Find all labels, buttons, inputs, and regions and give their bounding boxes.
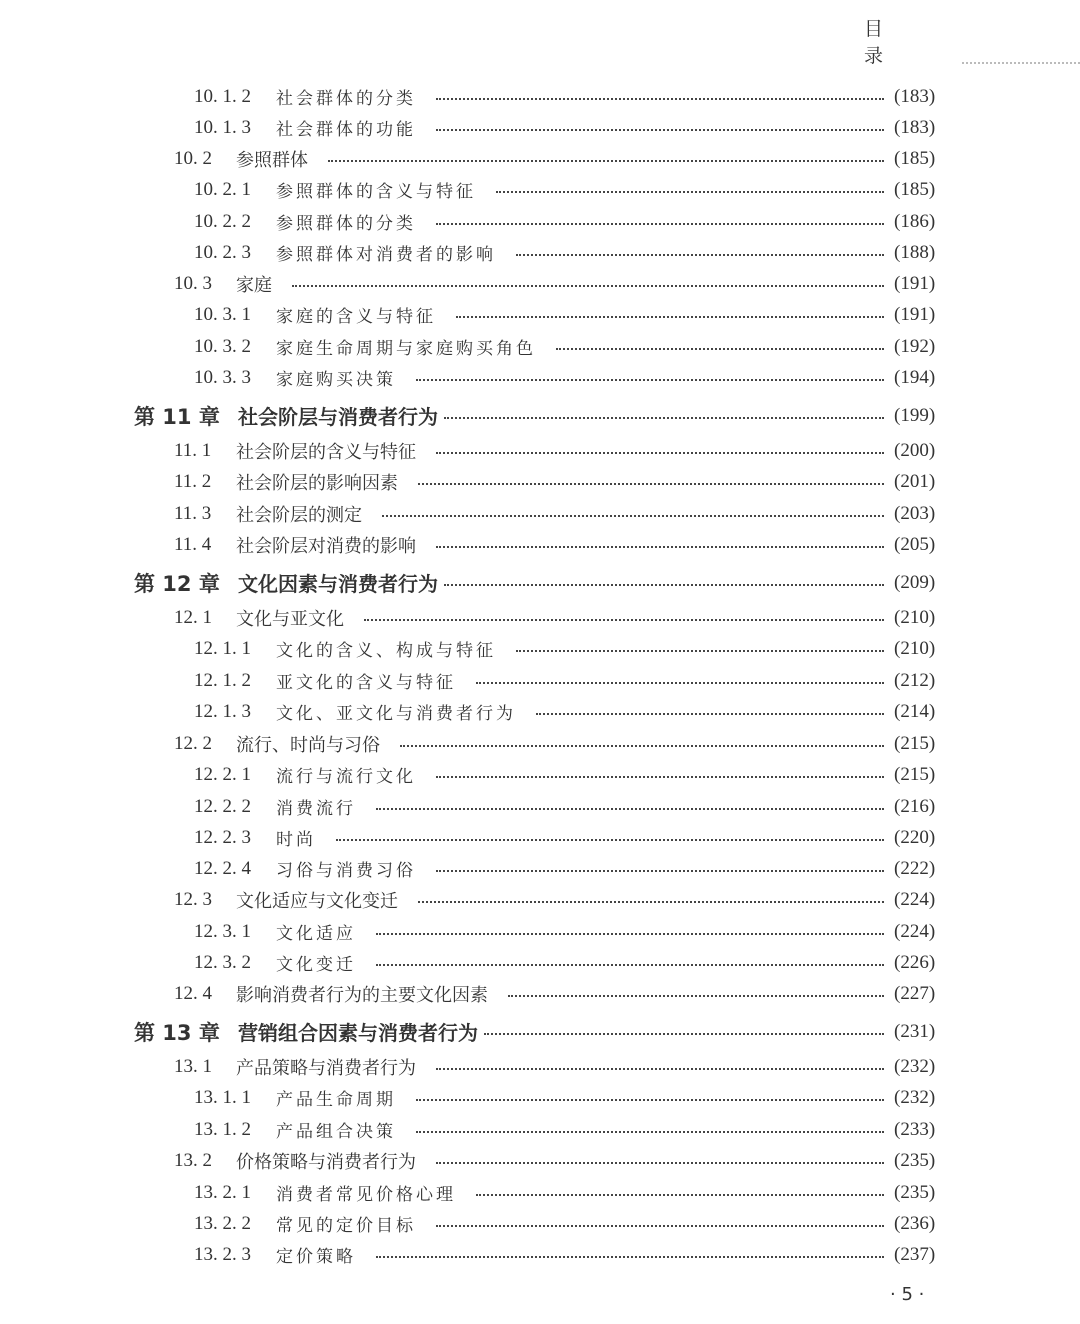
toc-entry-title: 文化因素与消费者行为 <box>238 572 438 596</box>
toc-entry-number: 12. 3. 2 <box>194 951 251 973</box>
toc-entry-title: 时尚 <box>276 830 316 850</box>
dot-leader <box>382 515 884 517</box>
toc-entry-page: (216) <box>894 795 936 817</box>
dot-leader <box>436 870 884 872</box>
toc-section-entry[interactable] <box>0 791 1080 822</box>
toc-section-entry[interactable] <box>0 884 1080 915</box>
toc-entry-number: 10. 2. 1 <box>194 178 251 200</box>
toc-entry-page: (236) <box>894 1212 936 1234</box>
toc-entry-page: (215) <box>894 732 936 754</box>
toc-section-entry[interactable] <box>0 916 1080 947</box>
toc-entry-page: (235) <box>894 1149 936 1171</box>
page-number: · 5 · <box>890 1284 925 1305</box>
toc-entry-title: 家庭的含义与特征 <box>276 307 436 327</box>
dot-leader <box>328 160 884 162</box>
dot-leader <box>436 776 884 778</box>
toc-section-entry[interactable] <box>0 81 1080 112</box>
toc-entry-title: 社会阶层的影响因素 <box>236 472 398 494</box>
toc-entry-title: 社会阶层对消费的影响 <box>236 535 416 557</box>
toc-entry-number: 11. 4 <box>174 533 212 555</box>
toc-section-entry[interactable] <box>0 112 1080 143</box>
dot-leader <box>418 901 884 903</box>
toc-section-entry[interactable] <box>0 665 1080 696</box>
toc-section-entry[interactable] <box>0 728 1080 759</box>
toc-entry-title: 家庭 <box>236 274 272 296</box>
dot-leader <box>376 964 884 966</box>
toc-entry-number: 12. 1. 2 <box>194 669 251 691</box>
toc-section-entry[interactable] <box>0 978 1080 1009</box>
toc-entry-number: 11. 3 <box>174 502 212 524</box>
dot-leader <box>436 452 884 454</box>
toc-entry-title: 产品策略与消费者行为 <box>236 1057 416 1079</box>
toc-chapter-entry[interactable] <box>0 400 1080 431</box>
dot-leader <box>436 98 884 100</box>
toc-entry-page: (183) <box>894 85 936 107</box>
dot-leader <box>418 483 884 485</box>
toc-entry-number: 12. 2. 1 <box>194 763 251 785</box>
toc-entry-title: 文化适应与文化变迁 <box>236 890 398 912</box>
toc-entry-title: 家庭生命周期与家庭购买角色 <box>276 339 536 359</box>
dot-leader <box>436 1162 884 1164</box>
toc-entry-number: 12. 3 <box>174 888 212 910</box>
toc-entry-page: (194) <box>894 366 936 388</box>
toc-entry-number: 12. 2. 4 <box>194 857 251 879</box>
toc-entry-page: (191) <box>894 303 936 325</box>
toc-entry-title: 习俗与消费习俗 <box>276 861 416 881</box>
toc-entry-title: 文化、亚文化与消费者行为 <box>276 704 516 724</box>
toc-entry-number: 12. 1 <box>174 606 212 628</box>
toc-entry-page: (232) <box>894 1055 936 1077</box>
dot-leader <box>376 1256 884 1258</box>
toc-entry-page: (237) <box>894 1243 936 1265</box>
dot-leader <box>436 129 884 131</box>
toc-entry-page: (233) <box>894 1118 936 1140</box>
toc-section-entry[interactable] <box>0 299 1080 330</box>
toc-entry-page: (232) <box>894 1086 936 1108</box>
toc-section-entry[interactable] <box>0 331 1080 362</box>
dot-leader <box>476 1194 884 1196</box>
dot-leader <box>376 808 884 810</box>
toc-section-entry[interactable] <box>0 362 1080 393</box>
toc-entry-title: 营销组合因素与消费者行为 <box>238 1021 478 1045</box>
toc-entry-title: 参照群体的含义与特征 <box>276 182 476 202</box>
toc-entry-number: 11. 1 <box>174 439 212 461</box>
toc-section-entry[interactable] <box>0 1177 1080 1208</box>
toc-entry-page: (224) <box>894 888 936 910</box>
dot-leader <box>556 348 884 350</box>
toc-entry-number: 10. 3. 3 <box>194 366 251 388</box>
toc-entry-number: 第 11 章 <box>134 404 220 429</box>
toc-section-entry[interactable] <box>0 1208 1080 1239</box>
toc-entry-number: 10. 3. 1 <box>194 303 251 325</box>
toc-entry-page: (212) <box>894 669 936 691</box>
dot-leader <box>496 191 884 193</box>
toc-section-entry[interactable] <box>0 1239 1080 1270</box>
toc-entry-number: 13. 2. 1 <box>194 1181 251 1203</box>
toc-entry-number: 11. 2 <box>174 470 212 492</box>
toc-entry-title: 参照群体对消费者的影响 <box>276 245 496 265</box>
dot-leader <box>416 1099 884 1101</box>
toc-entry-number: 13. 1. 1 <box>194 1086 251 1108</box>
toc-entry-title: 影响消费者行为的主要文化因素 <box>236 984 488 1006</box>
dot-leader <box>484 1033 884 1035</box>
toc-entry-number: 13. 2 <box>174 1149 212 1171</box>
toc-entry-page: (235) <box>894 1181 936 1203</box>
toc-entry-number: 12. 2. 2 <box>194 795 251 817</box>
dot-leader <box>400 745 884 747</box>
toc-entry-number: 10. 1. 2 <box>194 85 251 107</box>
toc-entry-number: 12. 3. 1 <box>194 920 251 942</box>
toc-entry-title: 参照群体 <box>236 149 308 171</box>
toc-section-entry[interactable] <box>0 822 1080 853</box>
toc-section-entry[interactable] <box>0 853 1080 884</box>
toc-entry-title: 亚文化的含义与特征 <box>276 673 456 693</box>
header-dotted-rule <box>962 62 1080 64</box>
toc-entry-page: (215) <box>894 763 936 785</box>
toc-entry-page: (186) <box>894 210 936 232</box>
dot-leader <box>536 713 884 715</box>
toc-section-entry[interactable] <box>0 1145 1080 1176</box>
toc-entry-page: (224) <box>894 920 936 942</box>
toc-entry-number: 13. 1. 2 <box>194 1118 251 1140</box>
dot-leader <box>516 254 884 256</box>
toc-entry-page: (203) <box>894 502 936 524</box>
toc-entry-page: (214) <box>894 700 936 722</box>
dot-leader <box>416 379 884 381</box>
toc-section-entry[interactable] <box>0 1082 1080 1113</box>
dot-leader <box>508 995 884 997</box>
toc-entry-page: (185) <box>894 147 936 169</box>
toc-entry-page: (201) <box>894 470 936 492</box>
toc-entry-number: 10. 3 <box>174 272 212 294</box>
toc-entry-page: (200) <box>894 439 936 461</box>
toc-entry-page: (226) <box>894 951 936 973</box>
toc-entry-title: 产品组合决策 <box>276 1122 396 1142</box>
toc-entry-page: (222) <box>894 857 936 879</box>
header-title: 目 录 <box>864 18 906 67</box>
dot-leader <box>364 619 884 621</box>
toc-section-entry[interactable] <box>0 206 1080 237</box>
toc-entry-number: 12. 1. 1 <box>194 637 251 659</box>
toc-entry-title: 文化适应 <box>276 924 356 944</box>
toc-entry-title: 价格策略与消费者行为 <box>236 1151 416 1173</box>
dot-leader <box>336 839 884 841</box>
toc-entry-page: (185) <box>894 178 936 200</box>
toc-entry-number: 10. 2. 2 <box>194 210 251 232</box>
toc-chapter-entry[interactable] <box>0 567 1080 598</box>
dot-leader <box>436 546 884 548</box>
toc-entry-page: (210) <box>894 606 936 628</box>
toc-chapter-entry[interactable] <box>0 1016 1080 1047</box>
toc-entry-page: (231) <box>894 1020 936 1042</box>
toc-entry-page: (191) <box>894 272 936 294</box>
toc-entry-page: (209) <box>894 571 936 593</box>
toc-entry-number: 13. 2. 2 <box>194 1212 251 1234</box>
toc-entry-number: 12. 4 <box>174 982 212 1004</box>
toc-entry-page: (210) <box>894 637 936 659</box>
toc-entry-title: 消费流行 <box>276 799 356 819</box>
toc-entry-number: 10. 3. 2 <box>194 335 251 357</box>
toc-entry-number: 13. 1 <box>174 1055 212 1077</box>
toc-entry-number: 第 13 章 <box>134 1020 220 1045</box>
toc-section-entry[interactable] <box>0 1051 1080 1082</box>
toc-entry-number: 12. 2. 3 <box>194 826 251 848</box>
toc-entry-number: 13. 2. 3 <box>194 1243 251 1265</box>
dot-leader <box>444 584 884 586</box>
toc-entry-number: 第 12 章 <box>134 571 220 596</box>
toc-entry-title: 定价策略 <box>276 1247 356 1267</box>
dot-leader <box>444 417 884 419</box>
toc-entry-title: 社会阶层与消费者行为 <box>238 405 438 429</box>
toc-section-entry[interactable] <box>0 529 1080 560</box>
toc-entry-page: (205) <box>894 533 936 555</box>
toc-entry-page: (192) <box>894 335 936 357</box>
toc-entry-title: 常见的定价目标 <box>276 1216 416 1236</box>
toc-section-entry[interactable] <box>0 1114 1080 1145</box>
toc-section-entry[interactable] <box>0 759 1080 790</box>
toc-entry-title: 社会群体的功能 <box>276 120 416 140</box>
toc-entry-title: 社会阶层的含义与特征 <box>236 441 416 463</box>
toc-entry-title: 消费者常见价格心理 <box>276 1185 456 1205</box>
toc-section-entry[interactable] <box>0 696 1080 727</box>
dot-leader <box>436 1068 884 1070</box>
toc-entry-number: 10. 2. 3 <box>194 241 251 263</box>
toc-entry-title: 文化变迁 <box>276 955 356 975</box>
running-header <box>864 14 1080 68</box>
toc-entry-title: 流行与流行文化 <box>276 767 416 787</box>
toc-entry-page: (220) <box>894 826 936 848</box>
dot-leader <box>436 1225 884 1227</box>
toc-entry-title: 家庭购买决策 <box>276 370 396 390</box>
toc-section-entry[interactable] <box>0 466 1080 497</box>
dot-leader <box>516 650 884 652</box>
toc-entry-number: 12. 2 <box>174 732 212 754</box>
toc-entry-page: (188) <box>894 241 936 263</box>
toc-section-entry[interactable] <box>0 143 1080 174</box>
toc-section-entry[interactable] <box>0 498 1080 529</box>
toc-entry-title: 参照群体的分类 <box>276 214 416 234</box>
toc-entry-title: 产品生命周期 <box>276 1090 396 1110</box>
toc-entry-page: (183) <box>894 116 936 138</box>
toc-entry-title: 社会阶层的测定 <box>236 504 362 526</box>
dot-leader <box>436 223 884 225</box>
dot-leader <box>476 682 884 684</box>
toc-entry-number: 10. 2 <box>174 147 212 169</box>
toc-entry-number: 12. 1. 3 <box>194 700 251 722</box>
dot-leader <box>456 316 884 318</box>
dot-leader <box>416 1131 884 1133</box>
toc-section-entry[interactable] <box>0 174 1080 205</box>
toc-entry-title: 文化与亚文化 <box>236 608 344 630</box>
toc-section-entry[interactable] <box>0 633 1080 664</box>
toc-entry-title: 流行、时尚与习俗 <box>236 734 380 756</box>
toc-entry-title: 文化的含义、构成与特征 <box>276 641 496 661</box>
toc-entry-page: (199) <box>894 404 936 426</box>
toc-section-entry[interactable] <box>0 435 1080 466</box>
toc-section-entry[interactable] <box>0 947 1080 978</box>
toc-section-entry[interactable] <box>0 268 1080 299</box>
toc-entry-title: 社会群体的分类 <box>276 89 416 109</box>
toc-entry-number: 10. 1. 3 <box>194 116 251 138</box>
toc-section-entry[interactable] <box>0 237 1080 268</box>
toc-entry-page: (227) <box>894 982 936 1004</box>
dot-leader <box>376 933 884 935</box>
dot-leader <box>292 285 884 287</box>
toc-section-entry[interactable] <box>0 602 1080 633</box>
